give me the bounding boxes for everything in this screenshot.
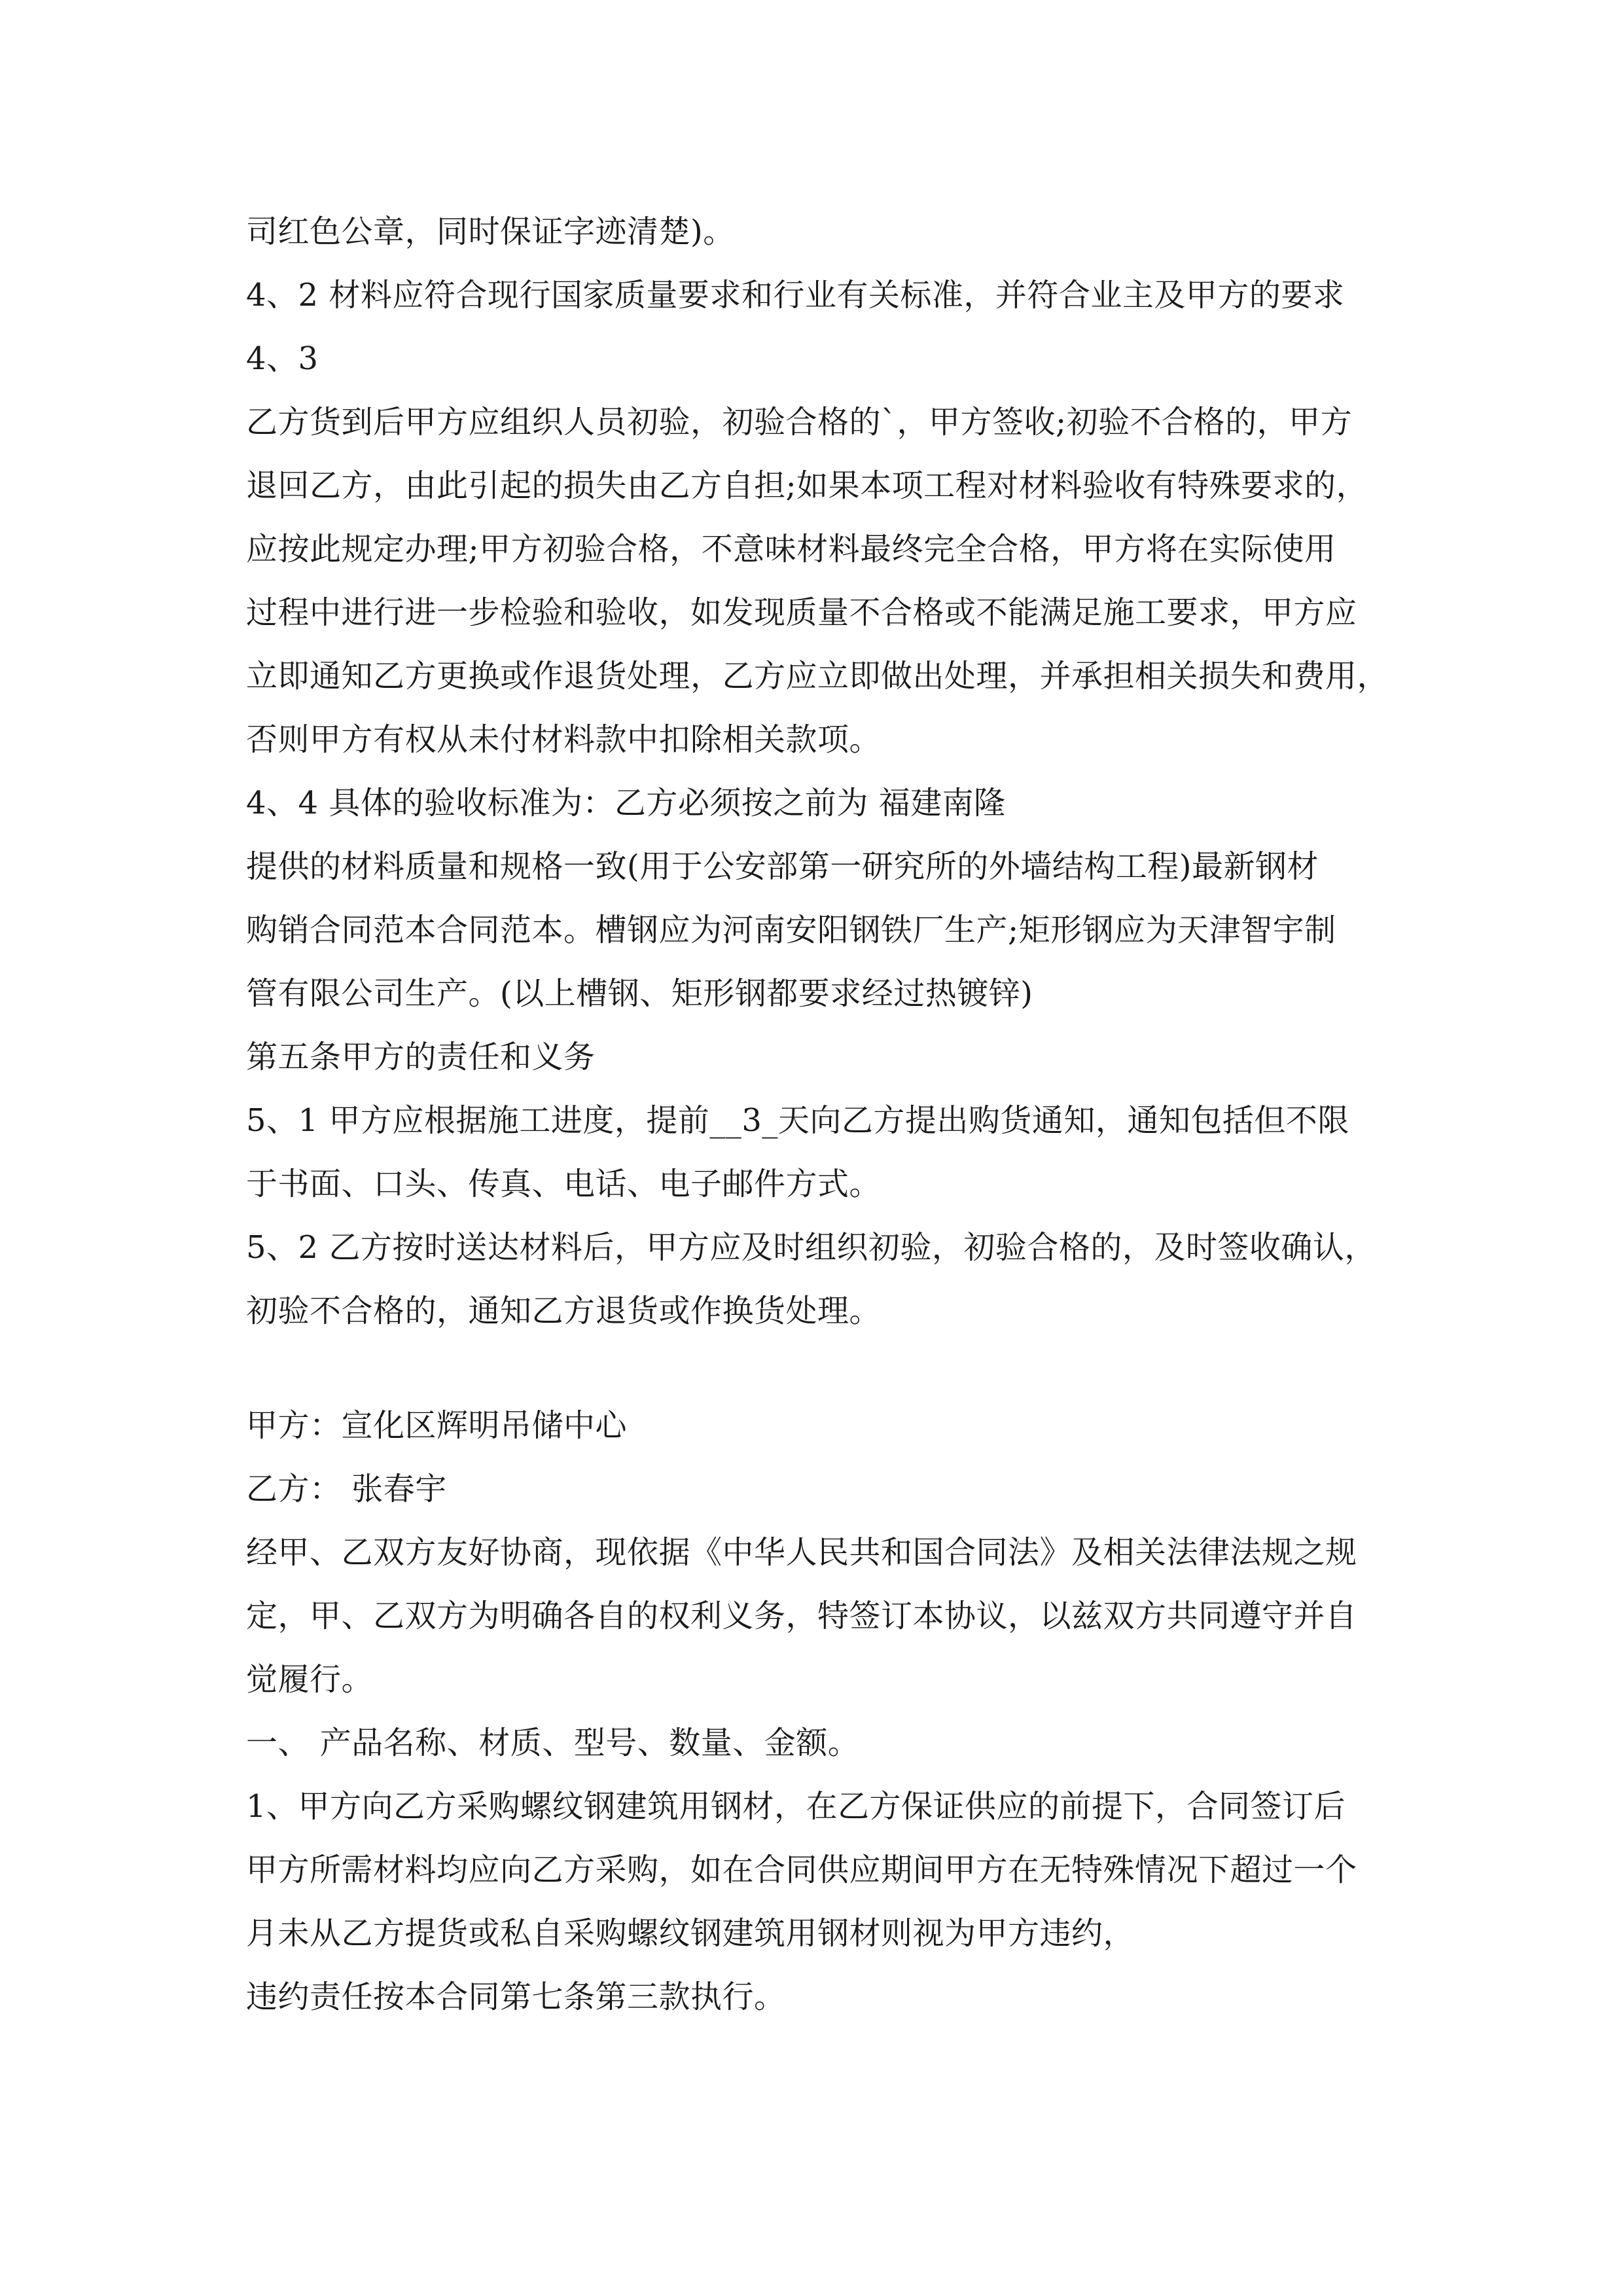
text-line: 觉履行。 — [246, 1661, 374, 1698]
text-line: 甲方所需材料均应向乙方采购，如在合同供应期间甲方在无特殊情况下超过一个 — [246, 1852, 1357, 1888]
party-a-line: 甲方：宣化区辉明吊储中心 — [246, 1407, 628, 1444]
text-line: 乙方货到后甲方应组织人员初验，初验合格的`，甲方签收;初验不合格的，甲方 — [246, 404, 1353, 440]
text-line: 退回乙方，由此引起的损失由乙方自担;如果本项工程对材料验收有特殊要求的， — [246, 467, 1368, 504]
paragraph-gap — [246, 1343, 1389, 1394]
text-line: 于书面、口头、传真、电话、电子邮件方式。 — [246, 1166, 882, 1202]
text-line: 4、4 具体的验收标准为：乙方必须按之前为 福建南隆 — [246, 785, 1006, 821]
text-line: 购销合同范本合同范本。槽钢应为河南安阳钢铁厂生产;矩形钢应为天津智宇制 — [246, 912, 1336, 948]
text-line: 违约责任按本合同第七条第三款执行。 — [246, 1979, 786, 2015]
text-line: 月未从乙方提货或私自采购螺纹钢建筑用钢材则视为甲方违约， — [246, 1915, 1135, 1952]
text-line: 初验不合格的，通知乙方退货或作换货处理。 — [246, 1293, 882, 1329]
text-line: 提供的材料质量和规格一致(用于公安部第一研究所的外墙结构工程)最新钢材 — [246, 848, 1319, 885]
text-line: 经甲、乙双方友好协商，现依据《中华人民共和国合同法》及相关法律法规之规 — [246, 1534, 1357, 1571]
text-line: 立即通知乙方更换或作退货处理，乙方应立即做出处理，并承担相关损失和费用， — [246, 658, 1389, 694]
text-line: 司红色公章，同时保证字迹清楚)。 — [246, 213, 735, 250]
party-b-line: 乙方： 张春宇 — [246, 1471, 447, 1507]
document-body — [246, 200, 1389, 2029]
text-line: 5、1 甲方应根据施工进度，提前__3_天向乙方提出购货通知，通知包括但不限 — [246, 1102, 1349, 1139]
section-heading: 第五条甲方的责任和义务 — [246, 1039, 596, 1075]
text-line: 5、2 乙方按时送达材料后，甲方应及时组织初验，初验合格的，及时签收确认， — [246, 1229, 1376, 1266]
section-heading: 一、 产品名称、材质、型号、数量、金额。 — [246, 1725, 860, 1761]
text-line: 管有限公司生产。(以上槽钢、矩形钢都要求经过热镀锌) — [246, 975, 1033, 1012]
text-line: 过程中进行进一步检验和验收，如发现质量不合格或不能满足施工要求，甲方应 — [246, 594, 1357, 631]
text-line: 应按此规定办理;甲方初验合格，不意味材料最终完全合格，甲方将在实际使用 — [246, 531, 1336, 567]
contract-section-parties — [246, 1394, 1389, 2029]
text-line: 4、2 材料应符合现行国家质量要求和行业有关标准，并符合业主及甲方的要求 — [246, 277, 1345, 314]
contract-section-acceptance — [246, 200, 1389, 1343]
text-line: 1、甲方向乙方采购螺纹钢建筑用钢材，在乙方保证供应的前提下，合同签订后 — [246, 1788, 1346, 1825]
text-line: 4、3 — [246, 340, 319, 377]
text-line: 定，甲、乙双方为明确各自的权利义务，特签订本协议，以兹双方共同遵守并自 — [246, 1598, 1357, 1634]
text-line: 否则甲方有权从未付材料款中扣除相关款项。 — [246, 721, 882, 758]
